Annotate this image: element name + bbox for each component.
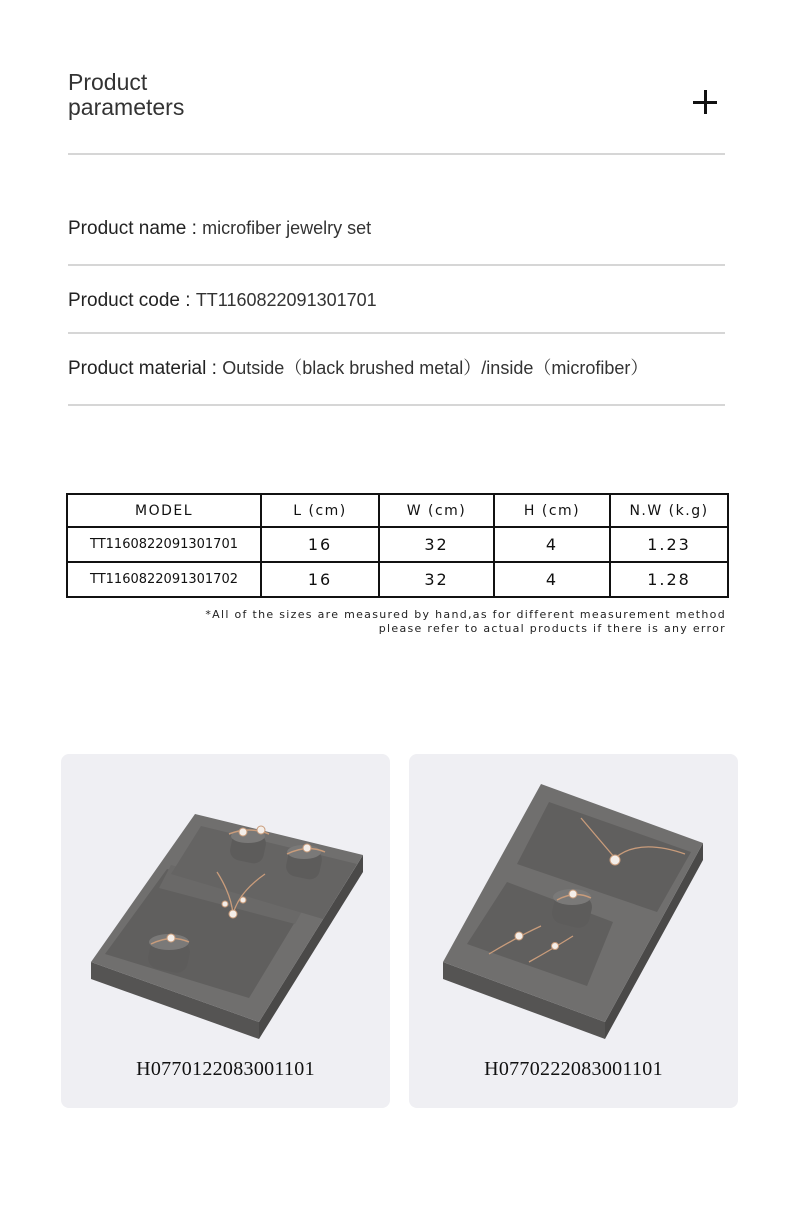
table-cell: 16 (261, 527, 379, 562)
column-header: L (cm) (261, 494, 379, 527)
divider (68, 404, 725, 406)
table-cell: 16 (261, 562, 379, 597)
table-cell: 32 (379, 527, 494, 562)
table-row (67, 527, 728, 562)
divider (68, 153, 725, 155)
table-cell: TT1160822091301702 (67, 562, 261, 597)
table-cell: 1.23 (610, 527, 728, 562)
column-header: N.W (k.g) (610, 494, 728, 527)
divider (68, 332, 725, 334)
product-code: H0770122083001101 (136, 1058, 315, 1080)
param-product-name (68, 216, 725, 240)
param-value: Outside（black brushed metal）/inside（microfiber） (222, 358, 649, 378)
spec-table (66, 493, 729, 598)
table-cell: 4 (494, 562, 610, 597)
param-value: microfiber jewelry set (202, 218, 372, 238)
product-card[interactable] (61, 754, 390, 1108)
table-cell: 1.28 (610, 562, 728, 597)
product-code: H0770222083001101 (484, 1058, 663, 1080)
measurement-footnote (120, 608, 726, 636)
param-value: TT1160822091301701 (195, 290, 377, 310)
jewelry-tray-image (409, 754, 738, 1108)
param-label: Product name : (68, 218, 197, 239)
param-product-material (68, 356, 725, 380)
table-cell: 32 (379, 562, 494, 597)
table-cell: TT1160822091301701 (67, 527, 261, 562)
column-header: H (cm) (494, 494, 610, 527)
column-header: MODEL (67, 494, 261, 527)
product-card[interactable] (409, 754, 738, 1108)
column-header: W (cm) (379, 494, 494, 527)
footnote-line: please refer to actual products if there is any error (378, 622, 726, 635)
table-header-row (67, 494, 728, 527)
table-cell: 4 (494, 527, 610, 562)
param-label: Product code : (68, 290, 191, 311)
param-product-code (68, 288, 725, 312)
divider (68, 264, 725, 266)
plus-icon[interactable] (693, 90, 717, 114)
param-label: Product material : (68, 358, 217, 379)
section-title: Product parameters (68, 69, 185, 120)
footnote-line: *All of the sizes are measured by hand,as for different measurement method (205, 608, 726, 621)
jewelry-tray-image (61, 754, 390, 1108)
table-row (67, 562, 728, 597)
